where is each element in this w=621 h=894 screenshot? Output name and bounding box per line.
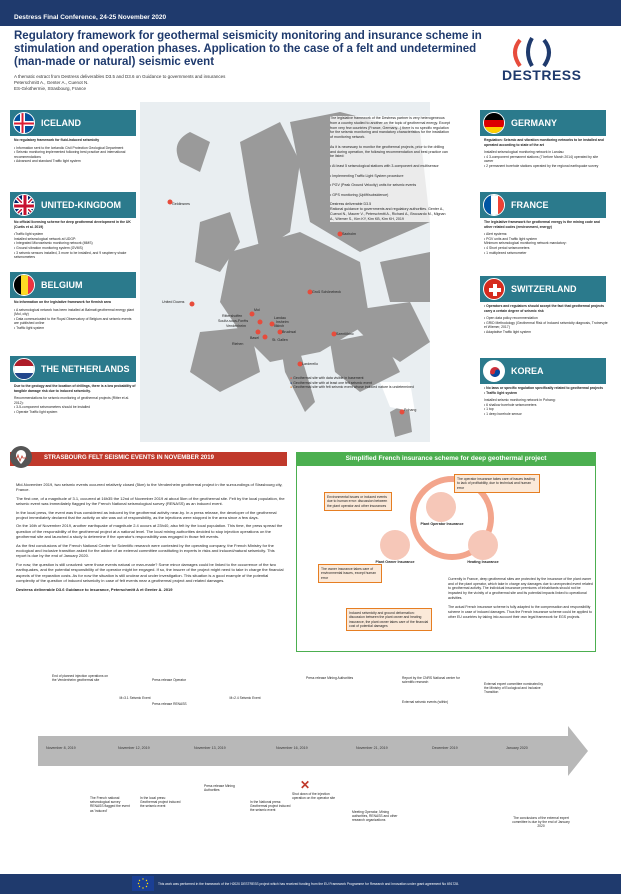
timeline-event: Report by the CNRS National center for scientific research bbox=[402, 676, 460, 685]
country-france bbox=[480, 192, 606, 218]
country-belgium bbox=[10, 272, 136, 298]
map-label: Pohang bbox=[404, 408, 417, 412]
iceland-details: • Information sent to the Icelandic Civil Protection Geological Department • Seismic monitoring implemented following best practice and international recommendations • Advanced and standard Traffic light system bbox=[14, 145, 126, 164]
timeline-event: In the local press: Geothermal project induced the seismic event bbox=[140, 796, 181, 809]
belgium-details: • A seismological network has been installed at Balmatt geothermal energy plant (Mol, city) • Data communicated to the Royal Observatory of Belgium and seismic events are published online • Traffic light system bbox=[14, 307, 135, 330]
map-label: Szentlőrinc bbox=[336, 332, 354, 336]
map-label: Vendenheim bbox=[226, 324, 246, 328]
circle-label: Plant Operator Insurance bbox=[420, 522, 464, 526]
insurance-title: Simplified French insurance scheme for deep geothermal project bbox=[345, 455, 547, 462]
timeline-date: January 2020 bbox=[506, 746, 528, 750]
netherlands-details: Recommendations for seismic monitoring of geothermal projects (Ritter et al. 2012): • 3-5-component seismometers should be installed • Operate Traffic light system bbox=[14, 396, 130, 414]
korea-intro: • No laws or specific regulation specifically related to geothermal projects • Traffic light system bbox=[484, 386, 603, 395]
pin-icon: ● bbox=[290, 376, 293, 380]
timeline-event: Press release Mining Authorities bbox=[204, 784, 235, 793]
uk-details: •Traffic light system Installed seismological network at UDGP: • Integrated Microseismic monitoring network (MMS) • Ground vibration monitoring system (GVMS) • 3 seismic sensors installed, 3 more to be installed, and 9 raspberry shake seismometers bbox=[14, 232, 127, 260]
map-label: Landau bbox=[274, 316, 286, 320]
article-paragraph: On the 16th of November 2019, another earthquake of magnitude 2.4 occurs at 23h40, also felt by the local population. This time, the press spread the question of the responsibility of the geothermal project at a national level. The local mining authorities decided to stop injection operations on the geothermal site and launched a study to determine if the operator's responsibility was engaged in those felt events. bbox=[16, 523, 283, 540]
map-label: Basel bbox=[250, 336, 259, 340]
conference-bar bbox=[0, 0, 621, 26]
map-label: Soultz-sous-Forêts bbox=[218, 319, 249, 323]
insurance-note: The operator insurance takes care of issues leading to lack of profitability, due to technical and human error bbox=[454, 474, 540, 493]
country-name: GERMANY bbox=[511, 118, 558, 128]
insurance-note: Environmental issues or induced events due to human error: discussion between the plant operator and other insurances bbox=[324, 492, 392, 511]
netherlands-text bbox=[14, 384, 136, 415]
timeline-event: The conclusions of the external expert committee is due by the end of January 2020 bbox=[512, 816, 570, 829]
timeline-date: November 8, 2019 bbox=[46, 746, 76, 750]
france-flag-icon bbox=[483, 194, 505, 216]
destress-logo bbox=[488, 34, 598, 86]
iceland-text bbox=[14, 138, 136, 164]
uk-text bbox=[14, 220, 136, 260]
section-title: STRASBOURG FELT SEISMIC EVENTS IN NOVEMBER 2019 bbox=[44, 455, 214, 461]
korea-details: Installed seismic monitoring network in Pohang: • 6 shallow borehole seismometers • 1 top • 1 deep borehole sensor bbox=[484, 398, 556, 416]
timeline-event: External expert committee nominated by the Ministry of Ecological and Inclusive Transition bbox=[484, 682, 544, 695]
country-netherlands bbox=[10, 356, 136, 382]
germany-details: Installed seismological monitoring network in Landau: • 4 3-component permanent stations (7 before March 2014) operated by site owner • 2 permanent borehole stations operated by the regional earthquake survey bbox=[484, 150, 599, 168]
uk-intro: No official licensing scheme for deep geothermal development in the UK (Curtis et al. 2019) bbox=[14, 220, 131, 229]
footer-text: This work was performed in the framework of the H2020 DESTRESS project which has received funding from the EU Framework Programme for Research and Innovation under grant agreement No 691728. bbox=[158, 882, 459, 886]
timeline-bar bbox=[38, 736, 568, 766]
subtitle: A thematic extract from Destress deliverables D3.5 and D3.6 on Guidance to governments and insurances bbox=[14, 74, 226, 79]
stop-cross-icon: ✕ bbox=[300, 778, 311, 792]
france-intro: The legislative framework for geothermal energy is the mining code and other related codes (environment, energy) bbox=[484, 220, 600, 229]
timeline-event: External seismic events (within) bbox=[402, 700, 449, 704]
map-label: Saxholm bbox=[342, 232, 356, 236]
switzerland-intro: • Operators and regulators should accept the fact that geothermal projects carry a certain degree of seismic risk bbox=[484, 304, 605, 313]
belgium-text bbox=[14, 300, 136, 331]
article-paragraph: The first one, of a magnitude of 3.1, occurred at 16h35 the 12nd of November 2019 at about 5km of the geothermal site. Felt by the local population, the seismic event was immediately flagged by the French National seismological survey (RENASS) as an induced event. bbox=[16, 495, 285, 507]
legend-text: Geothermal site with data visible in basement bbox=[293, 376, 364, 380]
country-name: THE NETHERLANDS bbox=[41, 364, 130, 374]
legend-text: Geothermal site with felt seismic event whose induced nature is undetermined bbox=[293, 385, 414, 390]
netherlands-flag-icon bbox=[13, 358, 35, 380]
country-name: BELGIUM bbox=[41, 280, 83, 290]
pin-icon: ● bbox=[290, 380, 293, 385]
map-legend bbox=[290, 376, 430, 390]
country-switzerland bbox=[480, 276, 606, 302]
map-label: Bruchsal bbox=[282, 330, 296, 334]
eu-flag-icon bbox=[132, 876, 154, 891]
germany-intro: Regulation: Seismic and vibration monitoring networks to be installed and operated according to state of the art bbox=[484, 138, 604, 147]
logo-arcs-icon bbox=[488, 34, 598, 68]
timeline-event: Press release Mining Authorities bbox=[306, 676, 354, 680]
timeline-date: November 12, 2019 bbox=[118, 746, 150, 750]
owner-icon bbox=[380, 530, 410, 560]
france-details: • Alert systems: • PGV units and Traffic light system Minimum seismological monitoring network mandatory: • 4 Short period seismometers • 1 multiplexed seismometer bbox=[484, 232, 567, 255]
korea-text bbox=[484, 386, 608, 417]
france-text bbox=[484, 220, 608, 255]
switzerland-details: • Open data policy recommendation • GRID Methodology (Geothermal Risk of Induced seismicity diagnosis, Trutnevyte et Wiemer, 2017) • Adaptative Traffic light system bbox=[484, 316, 608, 334]
legend-text: Geothermal site with at least one felt seismic event bbox=[293, 380, 372, 385]
section-bar bbox=[10, 452, 287, 466]
timeline-event: End of planned injection operations on the Vendenheim geothermal site bbox=[52, 674, 109, 683]
insurance-note: The owner insurance takes care of environmental issues, except human error bbox=[318, 564, 382, 583]
conference-label: Destress Final Conference, 24-25 November 2020 bbox=[14, 14, 167, 21]
country-germany bbox=[480, 110, 606, 136]
heating-icon bbox=[468, 530, 498, 560]
timeline-date: November 13, 2019 bbox=[194, 746, 226, 750]
belgium-flag-icon bbox=[13, 274, 35, 296]
country-name: UNITED-KINGDOM bbox=[41, 200, 121, 210]
map-label: Illkirch bbox=[274, 324, 285, 328]
country-korea bbox=[480, 358, 606, 384]
article-paragraph: Mid-November 2019, two seismic events occurred relatively closed (5km) to the Vendenheim geothermal project in the surroundings of Strasbourg city, France. bbox=[16, 482, 283, 493]
legend-item bbox=[290, 385, 430, 390]
seismic-pin-icon bbox=[10, 446, 32, 468]
map-label: Riehen bbox=[232, 342, 244, 346]
timeline-event: M=2.4 Seismic Event bbox=[229, 696, 261, 700]
country-name: FRANCE bbox=[511, 200, 549, 210]
article-paragraph: In the local press, the event was thus considered as induced by the geothermal activity near-by. In a press release, the developer of the geothermal project immediately declared that the activity on site was out of responsibility, as the injections were stopped in the area since a few days. bbox=[16, 509, 277, 521]
timeline-event: Press release Operator bbox=[152, 678, 187, 682]
timeline-event: The French national seismological survey RENASS flagged the event as 'induced' bbox=[90, 796, 130, 813]
insurance-note: Induced seismicity and ground deformation: discussion between the plant owner and heating insurance, the plant owner takes care of the financial cost of potential damages bbox=[346, 608, 432, 631]
map-label: United Downs bbox=[162, 300, 185, 304]
article-reference: Destress deliverable D3.6 Guidance to insurance, Peterschmitt A et Genter A. 2019 bbox=[16, 586, 173, 592]
country-united-kingdom bbox=[10, 192, 136, 218]
timeline-date: December 2019 bbox=[432, 746, 458, 750]
iceland-intro: No regulatory framework for fluid-induced seismicity bbox=[14, 138, 100, 142]
germany-text bbox=[484, 138, 608, 169]
center-text: The legislative framework of the Destress partner is very heterogeneous from a country studied to another on the topic of geothermal energy. Except from very few countries (France, Germany...) there is no specific regulation for the seismic monitoring and mandatory characteristics for the installation of monitoring network. As it is necessary to monitor the geothermal projects, prior to the drilling and during operation, the following recommendation and best practice can be listed: • At least 5 seismological stations with 3-component and multisensor • Implementing Traffic Light System procedure • PGV (Peak Ground Velocity) units for seismic events • GPS monitoring (Uplift/subsidence) Destress deliverable D3.5 Rational guidance to governments and regulatory authorities. Genter A., Cuenot N., Maurer V., Peterschmitt A., Richard A., Broccardo M., Mignan A., Wiemer S., Kim KY, Kim KB, Kim KH, 2019 bbox=[330, 116, 450, 221]
timeline-event: Press release RENASS bbox=[152, 702, 187, 706]
article-paragraph: For now, the question is still unsolved: were those events natural or man-made? Some minor damages could be linked to the occurrence of the two earthquakes, and the potential responsibility of the operator might be engaged. If so, the insurer of the project might need to take in charge the financial aspects of the reparation costs. As for now the situation is still unclear and under investigation. This situation is a good example of the potential complexity of the question of induced seismicity in case of felt events near a geothermal project and related damages. bbox=[16, 561, 284, 584]
map-label: Insheim bbox=[276, 320, 289, 324]
insurance-header bbox=[296, 452, 596, 466]
timeline-arrow-icon bbox=[568, 726, 588, 776]
circle-label: Plant Owner Insurance bbox=[375, 560, 415, 564]
timeline-event: M=3.1 Seismic Event bbox=[119, 696, 151, 700]
logo-text: DESTRESS bbox=[502, 67, 582, 83]
uk-flag-icon bbox=[13, 194, 35, 216]
germany-flag-icon bbox=[483, 112, 505, 134]
pin-icon: ● bbox=[290, 385, 293, 390]
iceland-flag-icon bbox=[13, 112, 35, 134]
article-paragraph: As the first conclusions of the French National Center for Scientific research were contested by the operating company, the French Ministry for the ecological and inclusive transition asked for the advice of an external committee constituting in experts in risks and induced/natural seismicity. This report is due by the end of January 2020. bbox=[16, 542, 275, 559]
poster-title: Regulatory framework for geothermal seismicity monitoring and insurance scheme in stimulation and operation phases. Application to the case of a felt and undetermined (man-made or natural) seismic event bbox=[14, 30, 482, 68]
timeline-event: Shut down of the injection operation on the operator site bbox=[292, 792, 336, 801]
operator-icon bbox=[426, 492, 456, 522]
country-iceland bbox=[10, 110, 136, 136]
authors: Peterschmitt A., Genter A., Cuenot N. bbox=[14, 80, 89, 85]
netherlands-intro: Due to the geology and the location of drillings, there is a low probability of tangible damage risk due to induced seismicity. bbox=[14, 384, 136, 393]
map-label: Larderello bbox=[302, 362, 318, 366]
article bbox=[16, 482, 286, 595]
timeline-date: November 21, 2019 bbox=[356, 746, 388, 750]
insurance-text: Currently in France, deep geothermal sites are protected by the insurance of the plant owner and of the plant operator, which take in charge any damages due to unexpected event related to geothermal activity. The individual insurance premiums of inhabitants should not be impacted by the vicinity of a geothermal site and its potential impacts linked to operational activities. The actual French insurance scheme is fully adapted to the compensation and responsibility scheme in case of induced damages. Thus the French insurance scheme could be applied to other EU countries by taking into account their own legal framework for EGS projects. bbox=[448, 577, 593, 619]
switzerland-flag-icon bbox=[483, 278, 505, 300]
korea-flag-icon bbox=[483, 360, 505, 382]
country-name: SWITZERLAND bbox=[511, 284, 577, 294]
poster-meta bbox=[14, 74, 344, 92]
belgium-intro: No information on the legislative framework for flemish area bbox=[14, 300, 111, 304]
map-label: Rittershoffen bbox=[222, 314, 243, 318]
map-label: St. Gallen bbox=[272, 338, 288, 342]
switzerland-text bbox=[484, 304, 608, 335]
map-label: Mol bbox=[254, 308, 260, 312]
country-name: KOREA bbox=[511, 366, 544, 376]
timeline-date: November 16, 2019 bbox=[276, 746, 308, 750]
country-name: ICELAND bbox=[41, 118, 81, 128]
affiliation: ES-Géothermie, Strasbourg, France bbox=[14, 86, 87, 91]
timeline-event: In the National press: Geothermal project induced the seismic event bbox=[250, 800, 291, 813]
timeline-event: Meeting Operator, Mining authorities, RENASS and other research organizations bbox=[352, 810, 398, 823]
footer bbox=[0, 874, 621, 894]
map-label: Groß Schönebeck bbox=[312, 290, 341, 294]
circle-label: Heating Insurance bbox=[467, 560, 499, 564]
map-label: Geldinsnes bbox=[172, 202, 190, 206]
